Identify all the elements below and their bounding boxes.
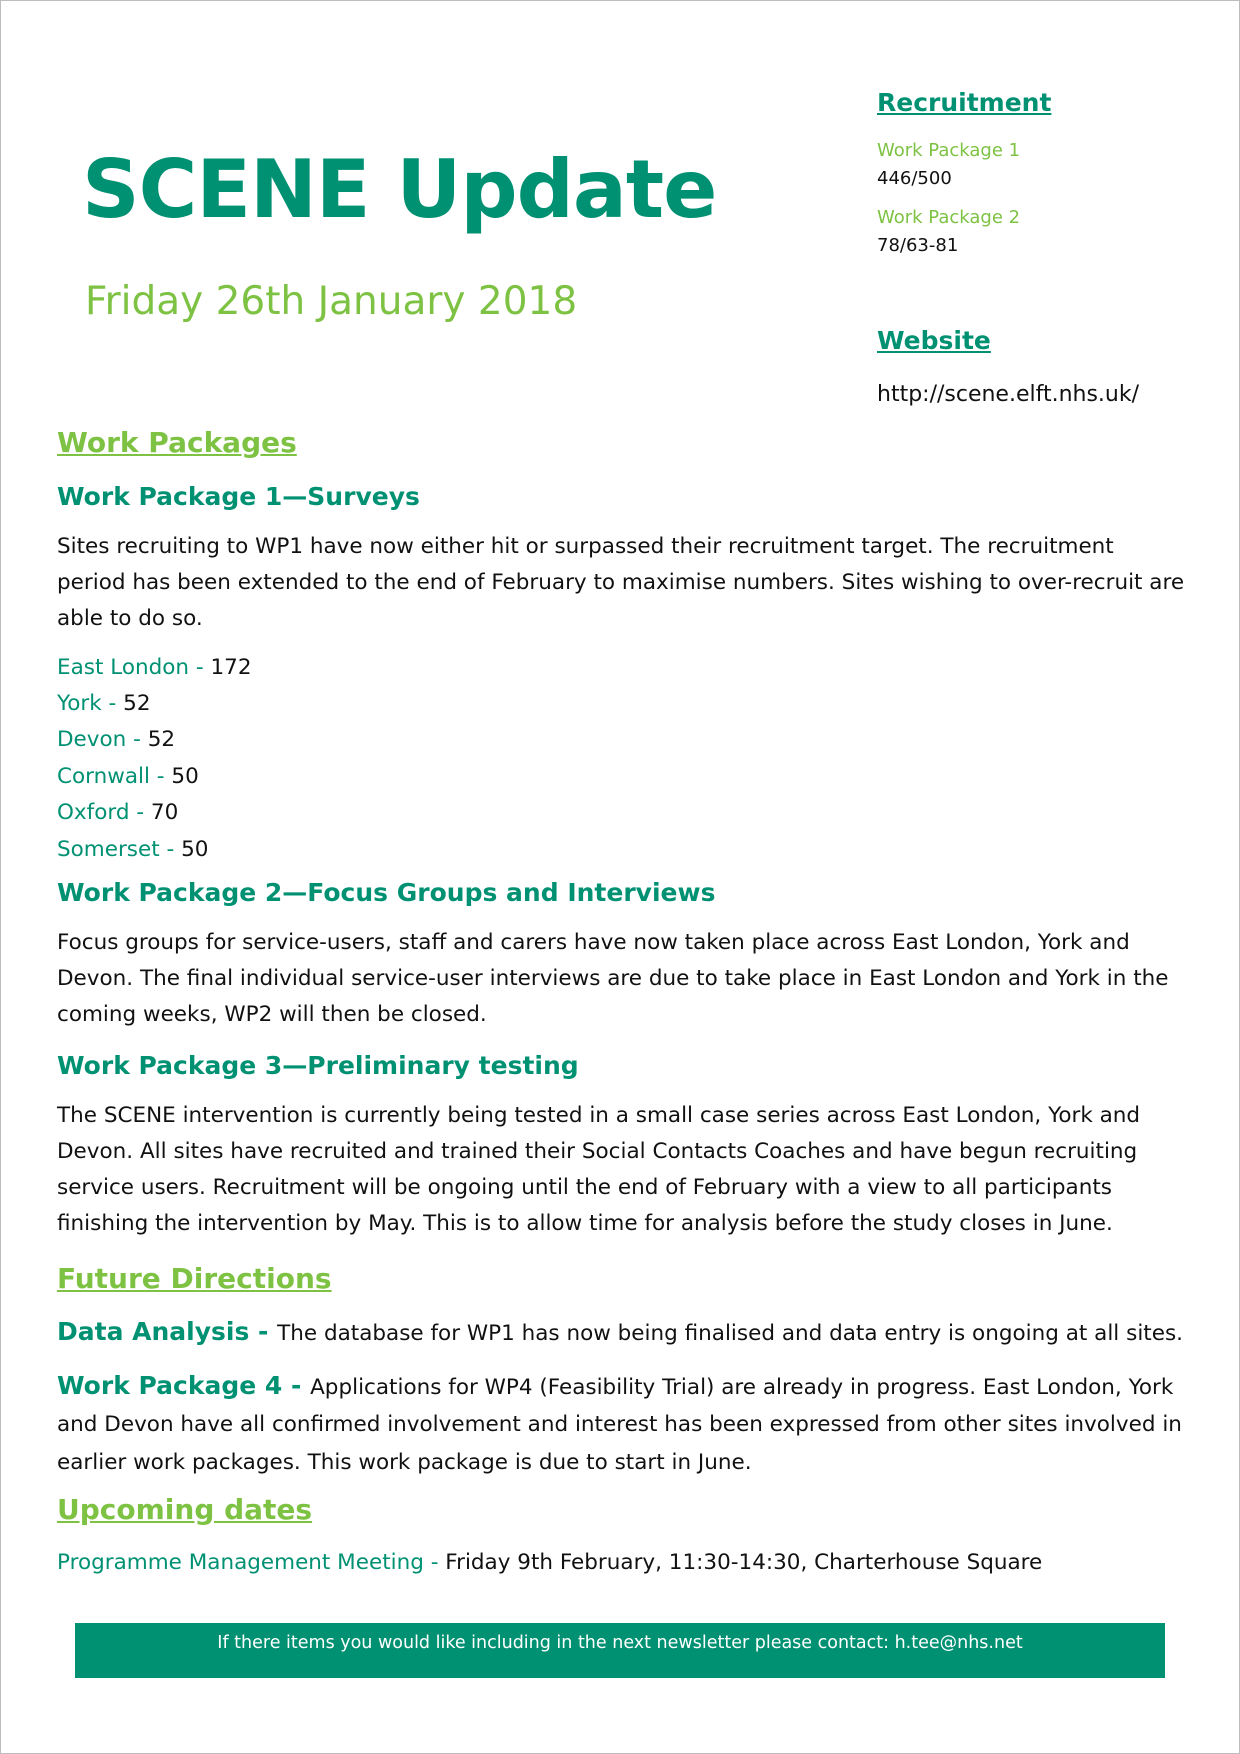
footer-contact-text: If there items you would like including in the next newsletter please contact: h.tee@nhs.net — [217, 1633, 1023, 1653]
wp4-text: Applications for WP4 (Feasibility Trial) are already in progress. East London, York and Devon have all confirmed involvement and interest has been expressed from other sites involved in earlier work packages. This work package is due to start in June. — [57, 1374, 1182, 1475]
wp1-heading: Work Package 1—Surveys — [57, 481, 420, 511]
list-item — [57, 686, 1187, 722]
website-heading: Website — [877, 326, 991, 356]
site-list — [57, 650, 1187, 868]
website-link[interactable]: http://scene.elft.nhs.uk/ — [877, 382, 1140, 408]
wp2-recruitment-value: 78/63-81 — [877, 234, 959, 256]
site-count: 52 — [147, 727, 176, 753]
data-analysis-text: The database for WP1 has now being finalised and data entry is ongoing at all sites. — [277, 1320, 1183, 1346]
newsletter-date: Friday 26th January 2018 — [85, 279, 578, 324]
recruitment-heading: Recruitment — [877, 88, 1052, 117]
site-name: York - — [57, 691, 124, 716]
work-packages-heading: Work Packages — [57, 426, 297, 459]
site-name: Somerset - — [57, 836, 182, 862]
data-analysis-label: Data Analysis - — [57, 1316, 278, 1346]
list-item — [57, 650, 1187, 686]
wp2-heading: Work Package 2—Focus Groups and Interviews — [57, 878, 716, 908]
site-count: 172 — [210, 654, 252, 680]
list-item — [57, 832, 1187, 868]
wp1-recruitment-value: 446/500 — [877, 167, 952, 189]
wp3-heading: Work Package 3—Preliminary testing — [57, 1051, 579, 1081]
sidebar — [877, 88, 1207, 407]
wp2-text: Focus groups for service-users, staff and carers have now taken place across East London, York and Devon. The final individual service-user interviews are due to take place in East London and York in the coming weeks, WP2 will then be closed. — [57, 930, 1169, 1028]
upcoming-dates-heading: Upcoming dates — [57, 1493, 313, 1527]
footer-banner — [75, 1623, 1165, 1678]
site-name: Devon - — [57, 727, 148, 753]
list-item — [57, 759, 1187, 795]
site-name: East London - — [57, 654, 211, 680]
wp1-text: Sites recruiting to WP1 have now either hit or surpassed their recruitment target. The recruitment period has been extended to the end of February to maximise numbers. Sites wishing to over-recruit are able to do so. — [57, 533, 1185, 631]
main-content — [57, 426, 1187, 1581]
site-name: Cornwall - — [57, 763, 172, 789]
event-label: Programme Management Meeting - — [57, 1549, 446, 1575]
wp1-recruitment-label: Work Package 1 — [877, 140, 1021, 161]
future-directions-heading: Future Directions — [57, 1262, 332, 1296]
upcoming-event — [57, 1545, 1187, 1581]
site-count: 50 — [181, 836, 209, 862]
site-name: Oxford - — [57, 800, 151, 826]
site-count: 50 — [171, 763, 199, 789]
wp2-recruitment-label: Work Package 2 — [877, 207, 1021, 229]
site-count: 70 — [150, 800, 179, 826]
wp4-paragraph — [57, 1367, 1187, 1482]
newsletter-title: SCENE Update — [82, 143, 717, 236]
list-item — [57, 795, 1187, 831]
site-count: 52 — [123, 691, 151, 716]
wp3-text: The SCENE intervention is currently being tested in a small case series across East London, York and Devon. All sites have recruited and trained their Social Contacts Coaches and have begun recruiting service users. Recruitment will be ongoing until the end of February with a view to all participants finishing the intervention by May. This is to allow time for analysis before the study closes in June. — [57, 1103, 1141, 1237]
event-details: Friday 9th February, 11:30-14:30, Charterhouse Square — [445, 1549, 1043, 1575]
data-analysis-paragraph — [57, 1314, 1187, 1352]
list-item — [57, 722, 1187, 758]
wp4-label: Work Package 4 - — [57, 1370, 311, 1400]
